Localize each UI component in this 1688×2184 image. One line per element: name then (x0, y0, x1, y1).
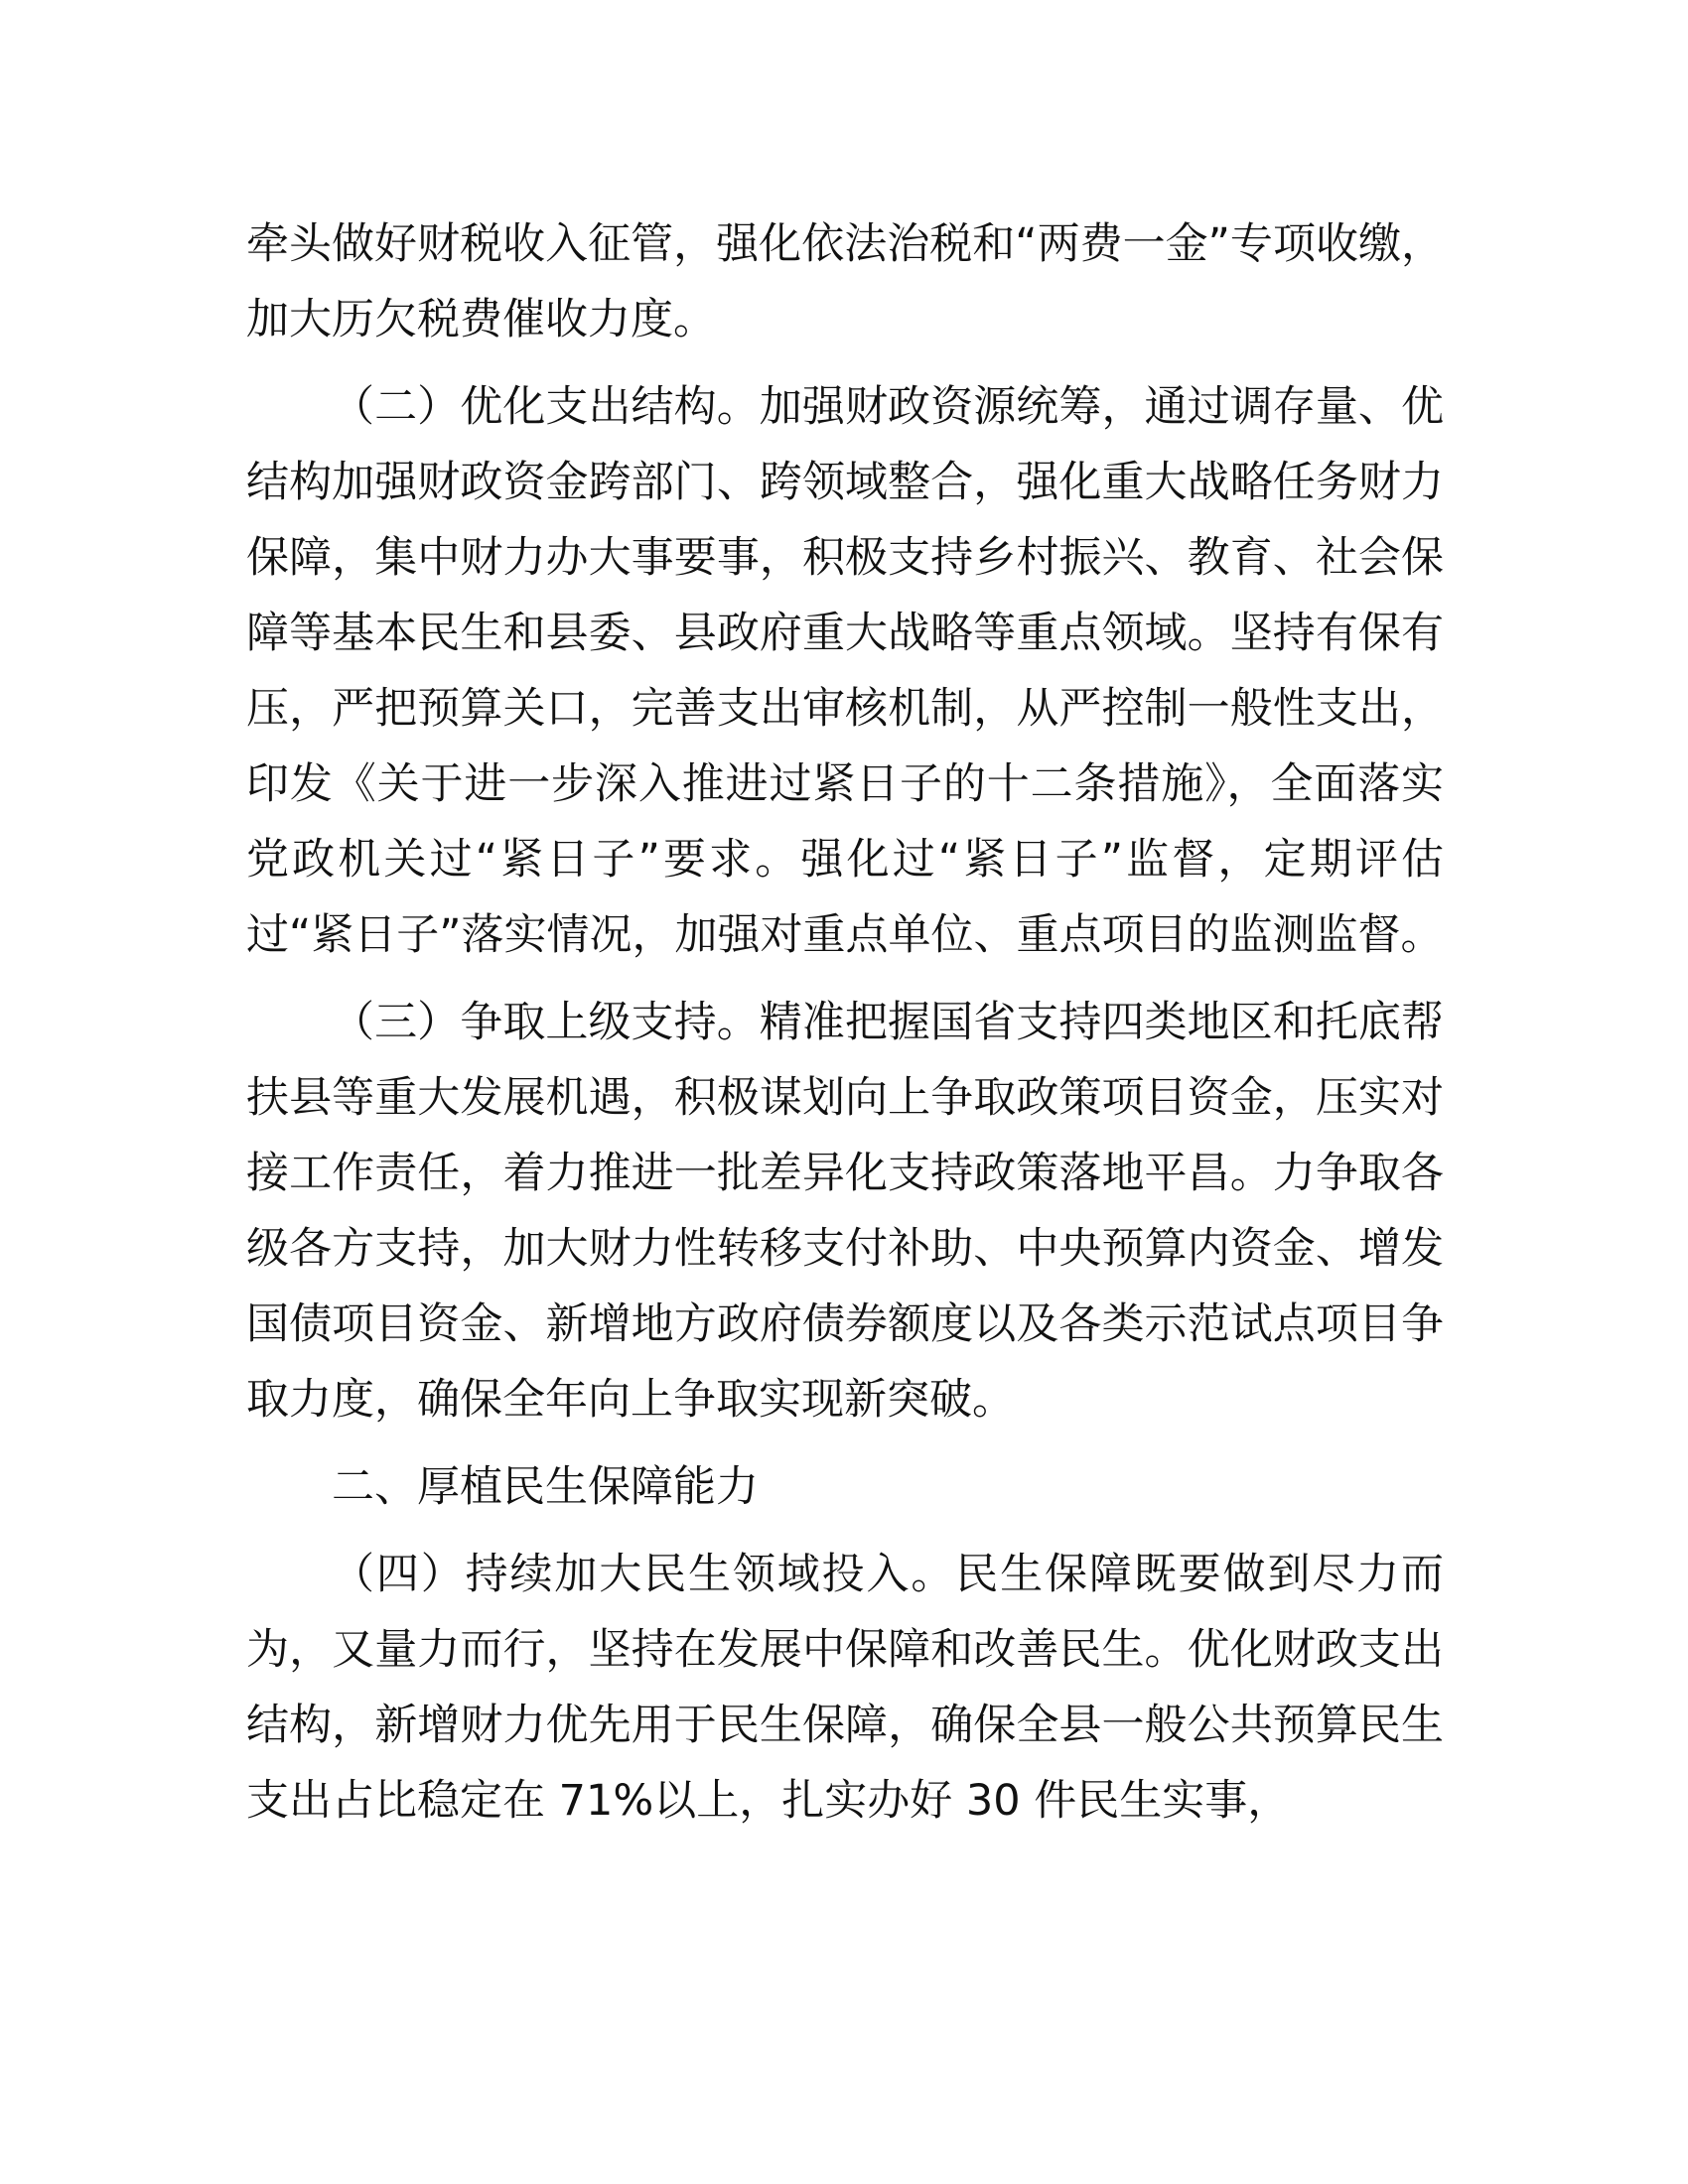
section-heading-livelihood: 二、厚植民生保障能力 (332, 1462, 759, 1512)
paragraph-livelihood-investment: （四）持续加大民生领域投入。民生保障既要做到尽力而为，又量力而行，坚持在发展中保障和改善民生。优化财政支出结构，新增财力优先用于民生保障，确保全县一般公共预算民生支出占比稳定在 71%以上，扎实办好 30 件民生实事， (246, 1550, 1444, 1826)
document-body (246, 206, 1444, 1839)
paragraph-expenditure-structure: （二）优化支出结构。加强财政资源统筹，通过调存量、优结构加强财政资金跨部门、跨领域整合，强化重大战略任务财力保障，集中财力办大事要事，积极支持乡村振兴、教育、社会保障等基本民生和县委、县政府重大战略等重点领域。坚持有保有压，严把预算关口，完善支出审核机制，从严控制一般性支出，印发《关于进一步深入推进过紧日子的十二条措施》，全面落实党政机关过“紧日子”要求。强化过“紧日子”监督，定期评估过“紧日子”落实情况，加强对重点单位、重点项目的监测监督。 (246, 382, 1444, 960)
paragraph-superior-support: （三）争取上级支持。精准把握国省支持四类地区和托底帮扶县等重大发展机遇，积极谋划向上争取政策项目资金，压实对接工作责任，着力推进一批差异化支持政策落地平昌。力争取各级各方支持，加大财力性转移支付补助、中央预算内资金、增发国债项目资金、新增地方政府债券额度以及各类示范试点项目争取力度，确保全年向上争取实现新突破。 (246, 998, 1444, 1425)
paragraph-continuation: 牵头做好财税收入征管，强化依法治税和“两费一金”专项收缴，加大历欠税费催收力度。 (246, 219, 1444, 344)
